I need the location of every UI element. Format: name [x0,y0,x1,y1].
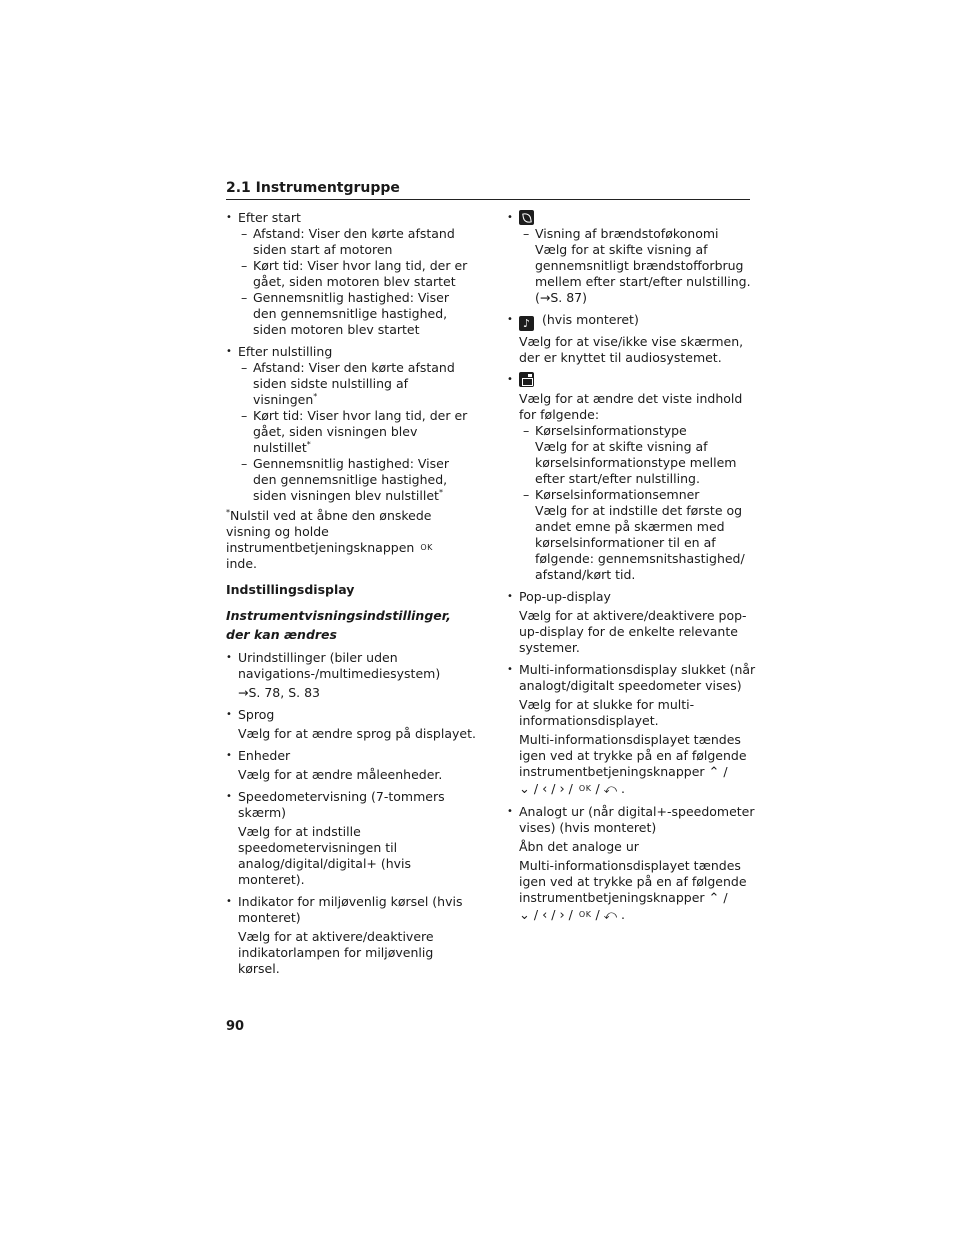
bullet-desc: Multi-informationsdisplayet tændes igen ved at trykke på en af følgende instrumentbetjeningsknapper ⌃ / ⌄ / ‹ / › / OK / ⤺ . [519,732,747,797]
bullet-desc: Vælg for at ændre sprog på displayet. [238,726,476,741]
dash-item: – Kørselsinformationsemner [507,487,757,503]
dash-item: – Kørselsinformationstype [507,423,757,439]
bullet-desc: Multi-informationsdisplayet tændes igen ved at trykke på en af følgende instrumentbetjeningsknapper ⌃ / ⌄ / ‹ / › / OK / ⤺ . [519,858,747,923]
header-rule [226,199,750,200]
left-column [226,210,476,977]
footnote-ref: * [438,487,443,497]
bullet-desc: Vælg for at slukke for multi-informationsdisplayet. [519,697,695,728]
bullet-clock-settings: • Urindstillinger (biler uden navigations-/multimediesystem) [226,650,476,682]
leaf-icon [519,210,534,225]
dash-item: – Visning af brændstoføkonomi [507,226,757,242]
dash-item: – Afstand: Viser den kørte afstand siden sidste nulstilling af visningen* [226,360,476,408]
footnote-marker: * [226,507,230,517]
bullet-desc: Vælg for at aktivere/deaktivere indikatorlampen for miljøvenlig kørsel. [238,929,434,976]
bullet-audio: • ♪ (hvis monteret) [507,312,757,331]
dash-desc: Vælg for at skifte visning af gennemsnitligt brændstofforbrug mellem efter start/efter nulstilling. [535,242,751,289]
bullet-fuel-economy [507,210,757,226]
subsection-heading: Instrumentvisningsindstillinger, der kan ændres [226,608,451,642]
bullet-eco-indicator: • Indikator for miljøvenlig kørsel (hvis monteret) [226,894,476,926]
ok-button-glyph: OK [578,910,592,919]
footnote-ref: * [313,391,318,401]
back-icon: ⤺ [603,907,618,922]
bullet-desc: Vælg for at indstille speedometervisningen til analog/digital/digital+ (hvis monteret). [238,824,412,887]
display-settings-icon [519,372,534,387]
bullet-units: • Enheder [226,748,476,764]
bullet-desc: Vælg for at aktivere/deaktivere pop-up-display for de enkelte relevante systemer. [519,608,747,655]
bullet-speedometer: • Speedometervisning (7-tommers skærm) [226,789,476,821]
bullet-desc: Vælg for at ændre måleenheder. [238,767,443,782]
dash-item: – Gennemsnitlig hastighed: Viser den gennemsnitlige hastighed, siden motoren blev startet [226,290,476,338]
chevron-left-icon: ‹ [542,908,548,923]
dash-ref: (→S. 87) [535,290,588,305]
chevron-down-icon: ⌄ [519,782,530,797]
bullet-title: Efter nulstilling [238,344,333,359]
right-column [507,210,757,924]
bullet-analog-clock: • Analogt ur (når digital+-speedometer vises) (hvis monteret) [507,804,757,836]
chevron-right-icon: › [559,908,565,923]
bullet-drive-info [507,372,757,388]
page-number: 90 [226,1019,245,1034]
bullet-language: • Sprog [226,707,476,723]
bullet-desc: Åbn det analoge ur [519,839,639,854]
section-heading: Indstillingsdisplay [226,582,355,597]
chevron-up-icon: ⌃ [708,765,720,780]
dash-item: – Kørt tid: Viser hvor lang tid, der er gået, siden motoren blev startet [226,258,476,290]
ok-button-glyph: OK [578,784,592,793]
bullet-desc: Vælg for at vise/ikke vise skærmen, der er knyttet til audiosystemet. [519,334,744,365]
bullet-efter-start [226,210,476,226]
section-header [226,180,750,200]
chevron-left-icon: ‹ [542,782,548,797]
footnote-ref: * [306,439,311,449]
bullet-desc: →S. 78, S. 83 [238,685,320,700]
bullet-desc: Vælg for at ændre det viste indhold for følgende: [519,391,743,422]
dash-desc: Vælg for at indstille det første og andet emne på skærmen med kørselsinformationer til en af følgende: gennemsnitshastighed/ afstand/kørt tid. [535,503,745,582]
footnote: *Nulstil ved at åbne den ønskede visning og holde instrumentbetjeningsknappen OK inde. [226,507,433,571]
back-icon: ⤺ [603,781,618,796]
dash-desc: Vælg for at skifte visning af kørselsinformationstype mellem efter start/efter nulstilling. [535,439,737,486]
chevron-right-icon: › [559,782,565,797]
dash-item: – Afstand: Viser den kørte afstand siden start af motoren [226,226,476,258]
chevron-down-icon: ⌄ [519,908,530,923]
dash-item: – Gennemsnitlig hastighed: Viser den gennemsnitlige hastighed, siden visningen blev nulstillet* [226,456,476,504]
music-note-icon: ♪ [519,316,534,331]
bullet-title: Efter start [238,210,301,225]
ok-button-glyph: OK [420,543,433,552]
bullet-popup: • Pop-up-display [507,589,757,605]
chevron-up-icon: ⌃ [708,891,720,906]
section-title: 2.1 Instrumentgruppe [226,180,400,196]
bullet-mid-off: • Multi-informationsdisplay slukket (når analogt/digitalt speedometer vises) [507,662,757,694]
dash-item: – Kørt tid: Viser hvor lang tid, der er gået, siden visningen blev nulstillet* [226,408,476,456]
bullet-efter-nulstilling [226,344,476,360]
